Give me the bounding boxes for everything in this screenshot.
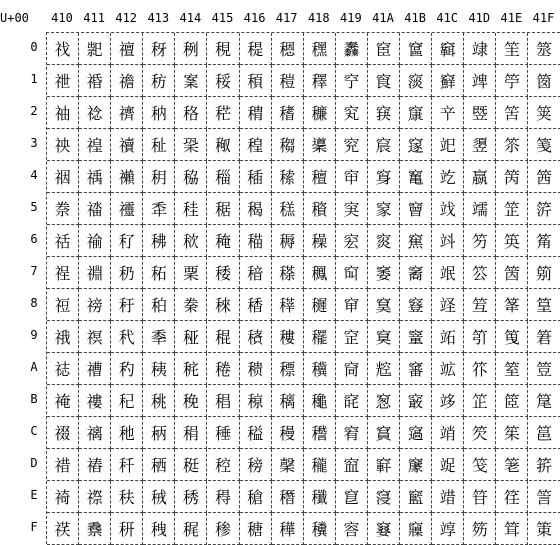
glyph-cell: 䅥 bbox=[240, 193, 272, 225]
glyph-cell: 䄚 bbox=[79, 353, 111, 385]
row-label: 4 bbox=[28, 168, 40, 182]
column-header: 41B bbox=[398, 7, 432, 29]
glyph-cell: 䆄 bbox=[304, 161, 336, 193]
glyph-cell: 䆀 bbox=[304, 33, 336, 65]
glyph-cell: 䅸 bbox=[272, 289, 304, 321]
glyph-cell: 䇗 bbox=[464, 257, 496, 289]
glyph-cell: 䇱 bbox=[529, 65, 560, 97]
column-header: 417 bbox=[270, 7, 304, 29]
glyph-cell: 䆝 bbox=[336, 449, 368, 481]
glyph-cell: 䅢 bbox=[240, 97, 272, 129]
glyph-cell: 䇛 bbox=[464, 385, 496, 417]
glyph-cell: 䆱 bbox=[400, 65, 432, 97]
glyph-cell: 䆥 bbox=[368, 193, 400, 225]
glyph-cell: 䅠 bbox=[240, 33, 272, 65]
glyph-cell: 䆻 bbox=[400, 385, 432, 417]
glyph-cell: 䆒 bbox=[336, 97, 368, 129]
glyph-cell: 䇰 bbox=[529, 33, 560, 65]
glyph-cell: 䆌 bbox=[304, 417, 336, 449]
glyph-cell: 䄰 bbox=[143, 33, 175, 65]
glyph-cell: 䄆 bbox=[47, 225, 79, 257]
glyph-cell: 䅴 bbox=[272, 161, 304, 193]
column-header: 419 bbox=[334, 7, 368, 29]
glyph-cell: 䆃 bbox=[304, 129, 336, 161]
glyph-cell: 䅎 bbox=[175, 481, 207, 513]
glyph-cell: 䆅 bbox=[304, 193, 336, 225]
glyph-cell: 䇸 bbox=[529, 289, 560, 321]
glyph-cell: 䄨 bbox=[111, 289, 143, 321]
glyph-cell: 䅫 bbox=[240, 385, 272, 417]
glyph-cell: 䆵 bbox=[400, 193, 432, 225]
glyph-cell: 䆹 bbox=[400, 321, 432, 353]
glyph-cell: 䄾 bbox=[143, 481, 175, 513]
glyph-cell: 䅽 bbox=[272, 449, 304, 481]
row-label: F bbox=[28, 520, 40, 534]
column-header: 410 bbox=[45, 7, 79, 29]
glyph-cell: 䅆 bbox=[175, 225, 207, 257]
glyph-cell: 䆪 bbox=[368, 353, 400, 385]
glyph-cell: 䇲 bbox=[529, 97, 560, 129]
glyph-cell: 䆟 bbox=[336, 513, 368, 545]
glyph-cell: 䄋 bbox=[47, 385, 79, 417]
glyph-cell: 䅻 bbox=[272, 385, 304, 417]
glyph-cell: 䅳 bbox=[272, 129, 304, 161]
glyph-cell: 䆔 bbox=[336, 161, 368, 193]
glyph-cell: 䄃 bbox=[47, 129, 79, 161]
row-label: 1 bbox=[28, 72, 40, 86]
glyph-cell: 䇺 bbox=[529, 353, 560, 385]
glyph-cell: 䅟 bbox=[208, 513, 240, 545]
glyph-cell: 䄸 bbox=[143, 289, 175, 321]
glyph-cell: 䄹 bbox=[143, 321, 175, 353]
glyph-cell: 䄶 bbox=[143, 225, 175, 257]
glyph-cell: 䇔 bbox=[464, 161, 496, 193]
glyph-cell: 䆯 bbox=[368, 513, 400, 545]
glyph-cell: 䆦 bbox=[368, 225, 400, 257]
column-header: 41E bbox=[494, 7, 528, 29]
row-label: 9 bbox=[28, 328, 40, 342]
glyph-cell: 䆂 bbox=[304, 97, 336, 129]
glyph-cell: 䅩 bbox=[240, 321, 272, 353]
glyph-cell: 䇑 bbox=[464, 65, 496, 97]
glyph-cell: 䇥 bbox=[496, 193, 528, 225]
glyph-cell: 䅡 bbox=[240, 65, 272, 97]
glyph-cell: 䄝 bbox=[79, 449, 111, 481]
glyph-cell: 䄀 bbox=[47, 33, 79, 65]
glyph-cell: 䄙 bbox=[79, 321, 111, 353]
glyph-cell: 䅰 bbox=[272, 33, 304, 65]
glyph-cell: 䇼 bbox=[529, 417, 560, 449]
glyph-cell: 䅱 bbox=[272, 65, 304, 97]
glyph-cell: 䅜 bbox=[208, 417, 240, 449]
glyph-cell: 䇯 bbox=[496, 513, 528, 545]
glyph-cell: 䇚 bbox=[464, 353, 496, 385]
glyph-cell: 䄷 bbox=[143, 257, 175, 289]
glyph-cell: 䆸 bbox=[400, 289, 432, 321]
glyph-cell: 䅣 bbox=[240, 129, 272, 161]
glyph-cell: 䆺 bbox=[400, 353, 432, 385]
glyph-cell: 䇋 bbox=[432, 385, 464, 417]
glyph-cell: 䆢 bbox=[368, 97, 400, 129]
glyph-cell: 䅈 bbox=[175, 289, 207, 321]
glyph-cell: 䆲 bbox=[400, 97, 432, 129]
row-label: B bbox=[28, 392, 40, 406]
glyph-cell: 䄕 bbox=[79, 193, 111, 225]
glyph-cell: 䇢 bbox=[496, 97, 528, 129]
glyph-cell: 䅝 bbox=[208, 449, 240, 481]
glyph-cell: 䄵 bbox=[143, 193, 175, 225]
glyph-cell: 䄈 bbox=[47, 289, 79, 321]
glyph-cell: 䆍 bbox=[304, 449, 336, 481]
column-header: 41C bbox=[430, 7, 464, 29]
glyph-cell: 䄥 bbox=[111, 193, 143, 225]
glyph-cell: 䇡 bbox=[496, 65, 528, 97]
glyph-cell: 䅬 bbox=[240, 417, 272, 449]
glyph-cell: 䇎 bbox=[432, 481, 464, 513]
glyph-cell: 䆆 bbox=[304, 225, 336, 257]
glyph-cell: 䆗 bbox=[336, 257, 368, 289]
glyph-cell: 䄦 bbox=[111, 225, 143, 257]
glyph-cell: 䄧 bbox=[111, 257, 143, 289]
glyph-cell: 䇙 bbox=[464, 321, 496, 353]
glyph-cell: 䇈 bbox=[432, 289, 464, 321]
glyph-cell: 䅵 bbox=[272, 193, 304, 225]
glyph-cell: 䅘 bbox=[208, 289, 240, 321]
glyph-cell: 䅃 bbox=[175, 129, 207, 161]
glyph-cell: 䇜 bbox=[464, 417, 496, 449]
glyph-cell: 䄪 bbox=[111, 353, 143, 385]
glyph-cell: 䅌 bbox=[175, 417, 207, 449]
glyph-cell: 䅍 bbox=[175, 449, 207, 481]
glyph-cell: 䄯 bbox=[111, 513, 143, 545]
glyph-cell: 䅧 bbox=[240, 257, 272, 289]
glyph-cell: 䅦 bbox=[240, 225, 272, 257]
glyph-cell: 䅭 bbox=[240, 449, 272, 481]
glyph-cell: 䅿 bbox=[272, 513, 304, 545]
row-label: E bbox=[28, 488, 40, 502]
glyph-cell: 䄞 bbox=[79, 481, 111, 513]
glyph-cell: 䄗 bbox=[79, 257, 111, 289]
glyph-cell: 䅐 bbox=[208, 33, 240, 65]
glyph-cell: 䇟 bbox=[464, 513, 496, 545]
glyph-cell: 䅤 bbox=[240, 161, 272, 193]
glyph-cell: 䄭 bbox=[111, 449, 143, 481]
glyph-cell: 䅮 bbox=[240, 481, 272, 513]
row-label: C bbox=[28, 424, 40, 438]
row-label: A bbox=[28, 360, 40, 374]
glyph-cell: 䆼 bbox=[400, 417, 432, 449]
glyph-cell: 䇧 bbox=[496, 257, 528, 289]
column-header: 41A bbox=[366, 7, 400, 29]
glyph-cell: 䅙 bbox=[208, 321, 240, 353]
glyph-cell: 䇷 bbox=[529, 257, 560, 289]
glyph-cell: 䆞 bbox=[336, 481, 368, 513]
glyph-cell: 䆴 bbox=[400, 161, 432, 193]
glyph-cell: 䆽 bbox=[400, 449, 432, 481]
row-label: 6 bbox=[28, 232, 40, 246]
glyph-cell: 䇌 bbox=[432, 417, 464, 449]
glyph-cell: 䄍 bbox=[47, 449, 79, 481]
row-label: 3 bbox=[28, 136, 40, 150]
row-label: 8 bbox=[28, 296, 40, 310]
glyph-cell: 䄳 bbox=[143, 129, 175, 161]
glyph-cell: 䇻 bbox=[529, 385, 560, 417]
glyph-cell: 䆡 bbox=[368, 65, 400, 97]
glyph-cell: 䄂 bbox=[47, 97, 79, 129]
glyph-cell: 䇠 bbox=[496, 33, 528, 65]
glyph-cell: 䄟 bbox=[79, 513, 111, 545]
glyph-cell: 䇒 bbox=[464, 97, 496, 129]
glyph-cell: 䅞 bbox=[208, 481, 240, 513]
glyph-cell: 䄉 bbox=[47, 321, 79, 353]
glyph-cell: 䆶 bbox=[400, 225, 432, 257]
glyph-cell: 䄺 bbox=[143, 353, 175, 385]
glyph-cell: 䄏 bbox=[47, 513, 79, 545]
glyph-cell: 䄎 bbox=[47, 481, 79, 513]
glyph-cell: 䄩 bbox=[111, 321, 143, 353]
glyph-cell: 䆑 bbox=[336, 65, 368, 97]
column-header: 415 bbox=[206, 7, 240, 29]
glyph-cell: 䄣 bbox=[111, 129, 143, 161]
glyph-cell: 䄲 bbox=[143, 97, 175, 129]
glyph-cell: 䇀 bbox=[432, 33, 464, 65]
glyph-cell: 䄅 bbox=[47, 193, 79, 225]
glyph-cell: 䄛 bbox=[79, 385, 111, 417]
glyph-cell: 䆓 bbox=[336, 129, 368, 161]
glyph-cell: 䄴 bbox=[143, 161, 175, 193]
glyph-cell: 䄼 bbox=[143, 417, 175, 449]
glyph-cell: 䆭 bbox=[368, 449, 400, 481]
glyph-cell: 䅚 bbox=[208, 353, 240, 385]
glyph-cell: 䄇 bbox=[47, 257, 79, 289]
glyph-cell: 䅯 bbox=[240, 513, 272, 545]
glyph-cell: 䅓 bbox=[208, 129, 240, 161]
glyph-cell: 䆏 bbox=[304, 513, 336, 545]
glyph-cell: 䆨 bbox=[368, 289, 400, 321]
glyph-cell: 䆰 bbox=[400, 33, 432, 65]
glyph-cell: 䅏 bbox=[175, 513, 207, 545]
glyph-cell: 䆩 bbox=[368, 321, 400, 353]
block-prefix-label: U+00 bbox=[0, 7, 29, 29]
glyph-cell: 䇿 bbox=[529, 513, 560, 545]
glyph-cell: 䅖 bbox=[208, 225, 240, 257]
glyph-cell: 䆘 bbox=[336, 289, 368, 321]
row-label: D bbox=[28, 456, 40, 470]
glyph-cell: 䄽 bbox=[143, 449, 175, 481]
glyph-cell: 䇹 bbox=[529, 321, 560, 353]
glyph-cell: 䇫 bbox=[496, 385, 528, 417]
glyph-cell: 䇏 bbox=[432, 513, 464, 545]
glyph-cell: 䅺 bbox=[272, 353, 304, 385]
glyph-cell: 䇨 bbox=[496, 289, 528, 321]
glyph-cell: 䇭 bbox=[496, 449, 528, 481]
glyph-cell: 䇄 bbox=[432, 161, 464, 193]
glyph-cell: 䇵 bbox=[529, 193, 560, 225]
glyph-cell: 䅂 bbox=[175, 97, 207, 129]
glyph-cell: 䇁 bbox=[432, 65, 464, 97]
glyph-cell: 䇆 bbox=[432, 225, 464, 257]
glyph-cell: 䄻 bbox=[143, 385, 175, 417]
glyph-cell: 䅕 bbox=[208, 193, 240, 225]
glyph-cell: 䆈 bbox=[304, 289, 336, 321]
glyph-cell: 䆣 bbox=[368, 129, 400, 161]
glyph-cell: 䅛 bbox=[208, 385, 240, 417]
row-label: 5 bbox=[28, 200, 40, 214]
glyph-cell: 䄫 bbox=[111, 385, 143, 417]
glyph-cell: 䇦 bbox=[496, 225, 528, 257]
glyph-cell: 䅀 bbox=[175, 33, 207, 65]
glyph-cell: 䇕 bbox=[464, 193, 496, 225]
glyph-cell: 䆙 bbox=[336, 321, 368, 353]
glyph-cell: 䇐 bbox=[464, 33, 496, 65]
glyph-cell: 䆜 bbox=[336, 417, 368, 449]
glyph-cell: 䄮 bbox=[111, 481, 143, 513]
glyph-cell: 䄬 bbox=[111, 417, 143, 449]
glyph-cell: 䅷 bbox=[272, 257, 304, 289]
glyph-cell: 䄐 bbox=[79, 33, 111, 65]
glyph-cell: 䆊 bbox=[304, 353, 336, 385]
glyph-cell: 䇘 bbox=[464, 289, 496, 321]
glyph-cell: 䆇 bbox=[304, 257, 336, 289]
glyph-cell: 䇤 bbox=[496, 161, 528, 193]
glyph-cell: 䆁 bbox=[304, 65, 336, 97]
column-header: 413 bbox=[141, 7, 175, 29]
glyph-cell: 䅶 bbox=[272, 225, 304, 257]
glyph-cell: 䄄 bbox=[47, 161, 79, 193]
glyph-cell: 䆮 bbox=[368, 481, 400, 513]
glyph-cell: 䄁 bbox=[47, 65, 79, 97]
glyph-cell: 䄤 bbox=[111, 161, 143, 193]
glyph-cell: 䇽 bbox=[529, 449, 560, 481]
glyph-cell: 䄠 bbox=[111, 33, 143, 65]
glyph-cell: 䅹 bbox=[272, 321, 304, 353]
glyph-cell: 䆕 bbox=[336, 193, 368, 225]
glyph-cell: 䇍 bbox=[432, 449, 464, 481]
column-header: 418 bbox=[302, 7, 336, 29]
glyph-cell: 䇅 bbox=[432, 193, 464, 225]
glyph-cell: 䅉 bbox=[175, 321, 207, 353]
glyph-cell: 䆷 bbox=[400, 257, 432, 289]
glyph-cell: 䇮 bbox=[496, 481, 528, 513]
glyph-cell: 䇩 bbox=[496, 321, 528, 353]
column-header: 411 bbox=[77, 7, 111, 29]
glyph-cell: 䆎 bbox=[304, 481, 336, 513]
glyph-cell: 䆤 bbox=[368, 161, 400, 193]
glyph-cell: 䇇 bbox=[432, 257, 464, 289]
glyph-cell: 䆠 bbox=[368, 33, 400, 65]
glyph-cell: 䆉 bbox=[304, 321, 336, 353]
glyph-cell: 䅄 bbox=[175, 161, 207, 193]
glyph-cell: 䇓 bbox=[464, 129, 496, 161]
glyph-cell: 䄓 bbox=[79, 129, 111, 161]
row-label: 0 bbox=[28, 40, 40, 54]
column-header: 41F bbox=[527, 7, 560, 29]
glyph-cell: 䄖 bbox=[79, 225, 111, 257]
column-header: 414 bbox=[173, 7, 207, 29]
glyph-cell: 䄜 bbox=[79, 417, 111, 449]
glyph-cell: 䅾 bbox=[272, 481, 304, 513]
glyph-cell: 䄘 bbox=[79, 289, 111, 321]
glyph-cell: 䆧 bbox=[368, 257, 400, 289]
glyph-cell: 䅲 bbox=[272, 97, 304, 129]
row-label: 2 bbox=[28, 104, 40, 118]
character-grid bbox=[46, 32, 560, 544]
glyph-cell: 䄔 bbox=[79, 161, 111, 193]
glyph-cell: 䇖 bbox=[464, 225, 496, 257]
glyph-cell: 䄿 bbox=[143, 513, 175, 545]
row-label: 7 bbox=[28, 264, 40, 278]
glyph-cell: 䅊 bbox=[175, 353, 207, 385]
glyph-cell: 䅔 bbox=[208, 161, 240, 193]
glyph-cell: 䅼 bbox=[272, 417, 304, 449]
glyph-cell: 䇳 bbox=[529, 129, 560, 161]
glyph-cell: 䅒 bbox=[208, 97, 240, 129]
glyph-cell: 䄒 bbox=[79, 97, 111, 129]
glyph-cell: 䇬 bbox=[496, 417, 528, 449]
glyph-cell: 䇪 bbox=[496, 353, 528, 385]
glyph-cell: 䄢 bbox=[111, 97, 143, 129]
glyph-cell: 䆳 bbox=[400, 129, 432, 161]
glyph-cell: 䅑 bbox=[208, 65, 240, 97]
glyph-cell: 䅪 bbox=[240, 353, 272, 385]
column-header: 416 bbox=[238, 7, 272, 29]
glyph-cell: 䄱 bbox=[143, 65, 175, 97]
glyph-cell: 䇴 bbox=[529, 161, 560, 193]
glyph-cell: 䄡 bbox=[111, 65, 143, 97]
column-header: 41D bbox=[462, 7, 496, 29]
glyph-cell: 䇉 bbox=[432, 321, 464, 353]
glyph-cell: 䆋 bbox=[304, 385, 336, 417]
glyph-cell: 䄑 bbox=[79, 65, 111, 97]
glyph-cell: 䇾 bbox=[529, 481, 560, 513]
glyph-cell: 䇞 bbox=[464, 481, 496, 513]
glyph-cell: 䇝 bbox=[464, 449, 496, 481]
column-header: 412 bbox=[109, 7, 143, 29]
glyph-cell: 䆫 bbox=[368, 385, 400, 417]
glyph-cell: 䇂 bbox=[432, 97, 464, 129]
glyph-cell: 䆖 bbox=[336, 225, 368, 257]
glyph-cell: 䅗 bbox=[208, 257, 240, 289]
glyph-cell: 䄌 bbox=[47, 417, 79, 449]
glyph-cell: 䅨 bbox=[240, 289, 272, 321]
glyph-cell: 䇊 bbox=[432, 353, 464, 385]
glyph-cell: 䅅 bbox=[175, 193, 207, 225]
glyph-cell: 䆛 bbox=[336, 385, 368, 417]
glyph-cell: 䆬 bbox=[368, 417, 400, 449]
glyph-cell: 䆿 bbox=[400, 513, 432, 545]
glyph-cell: 䆾 bbox=[400, 481, 432, 513]
glyph-cell: 䇣 bbox=[496, 129, 528, 161]
glyph-cell: 䅋 bbox=[175, 385, 207, 417]
glyph-cell: 䄊 bbox=[47, 353, 79, 385]
glyph-cell: 䅇 bbox=[175, 257, 207, 289]
glyph-cell: 䅁 bbox=[175, 65, 207, 97]
glyph-cell: 䆚 bbox=[336, 353, 368, 385]
glyph-cell: 䇃 bbox=[432, 129, 464, 161]
glyph-cell: 䆐 bbox=[336, 33, 368, 65]
glyph-cell: 䇶 bbox=[529, 225, 560, 257]
